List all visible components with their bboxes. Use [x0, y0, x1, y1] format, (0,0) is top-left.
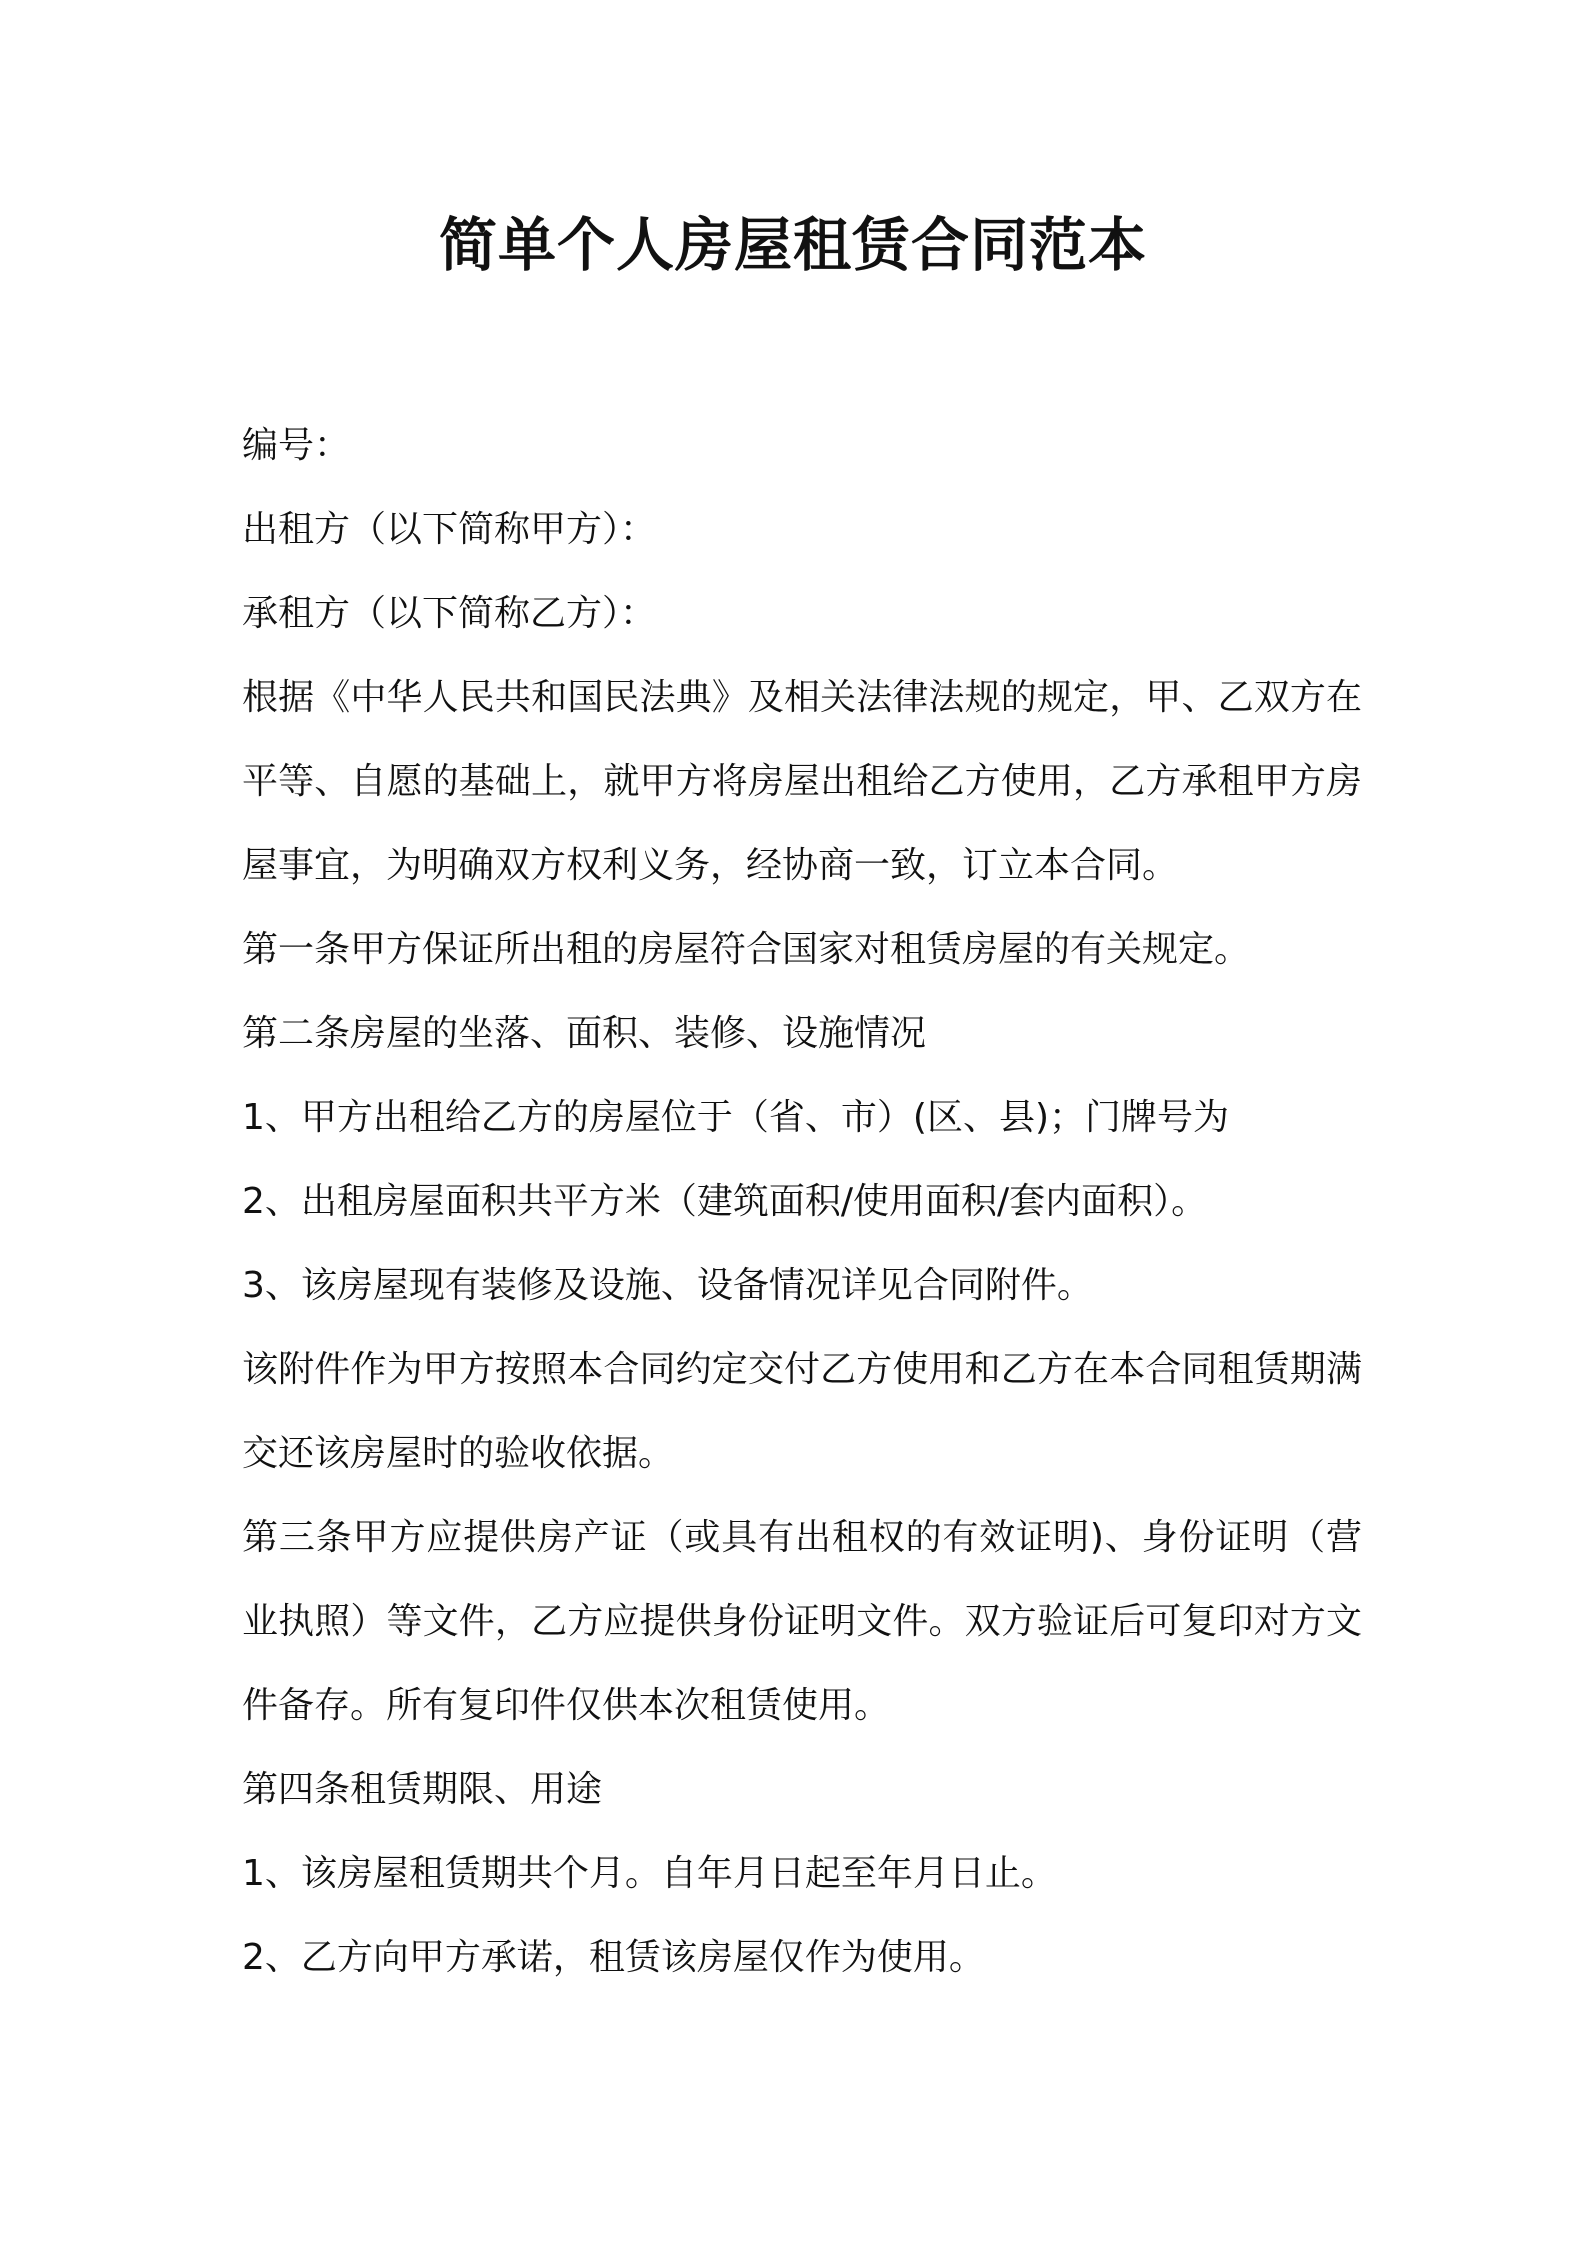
contract-number-line: 编号：: [242, 425, 351, 466]
article-two-item-3: 3、该房屋现有装修及设施、设备情况详见合同附件。: [242, 1265, 1093, 1306]
article-four-heading: 第四条租赁期限、用途: [242, 1769, 603, 1810]
preamble-paragraph: 根据《中华人民共和国民法典》及相关法律法规的规定，甲、乙双方在平等、自愿的基础上，就甲方将房屋出租给乙方使用，乙方承租甲方房屋事宜，为明确双方权利义务，经协商一致，订立本合同。: [242, 677, 1362, 886]
article-two-heading: 第二条房屋的坐落、面积、装修、设施情况: [242, 1013, 927, 1054]
document-body: [242, 404, 1362, 2000]
article-four-item-1: 1、该房屋租赁期共个月。自年月日起至年月日止。: [242, 1853, 1057, 1894]
article-two-item-2: 2、出租房屋面积共平方米（建筑面积/使用面积/套内面积）。: [242, 1181, 1208, 1222]
attachment-paragraph: 该附件作为甲方按照本合同约定交付乙方使用和乙方在本合同租赁期满交还该房屋时的验收依据。: [242, 1349, 1362, 1474]
article-two-item-1: 1、甲方出租给乙方的房屋位于（省、市）(区、县)；门牌号为: [242, 1097, 1229, 1138]
document-title: 简单个人房屋租赁合同范本: [438, 211, 1147, 279]
article-one: 第一条甲方保证所出租的房屋符合国家对租赁房屋的有关规定。: [242, 929, 1251, 970]
article-four-item-2: 2、乙方向甲方承诺，租赁该房屋仅作为使用。: [242, 1937, 985, 1978]
article-three: 第三条甲方应提供房产证（或具有出租权的有效证明)、身份证明（营业执照）等文件，乙方应提供身份证明文件。双方验证后可复印对方文件备存。所有复印件仅供本次租赁使用。: [242, 1517, 1362, 1726]
lessee-line: 承租方（以下简称乙方）：: [242, 593, 657, 634]
lessor-line: 出租方（以下简称甲方）：: [242, 509, 657, 550]
